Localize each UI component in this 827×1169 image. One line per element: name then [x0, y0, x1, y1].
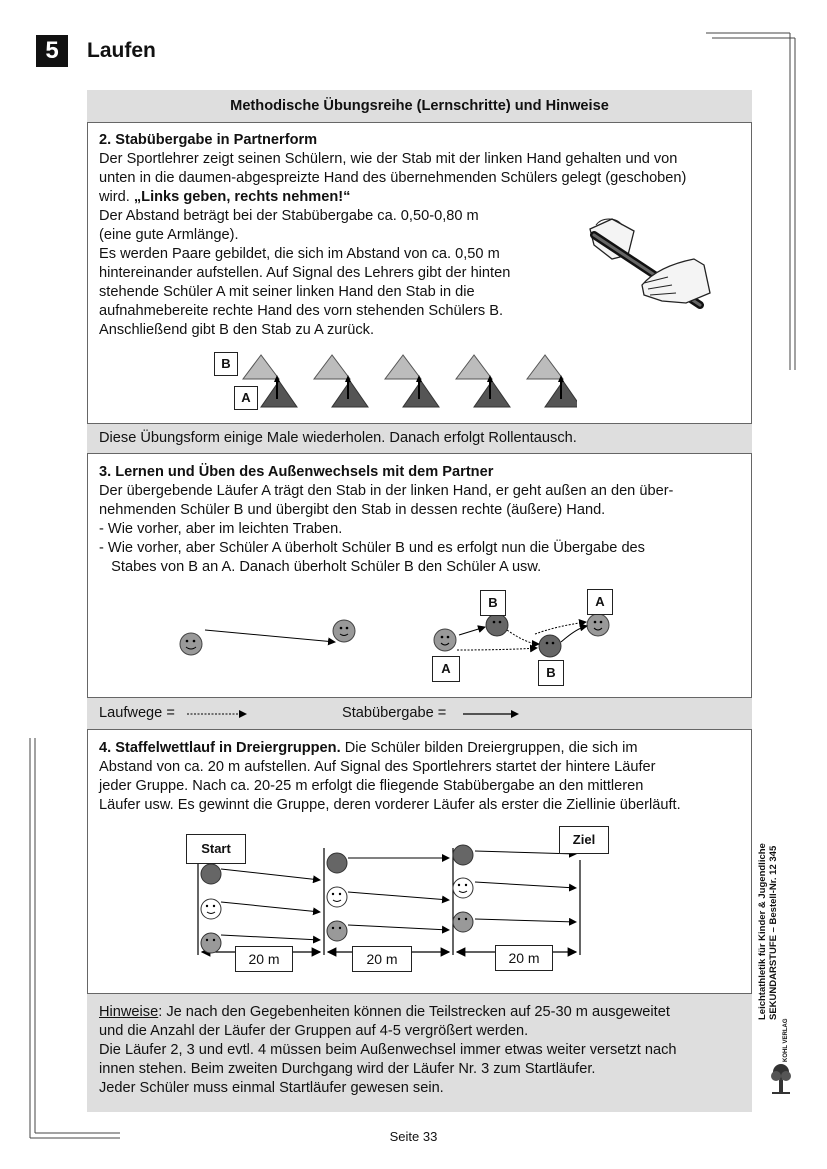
section-stabuebergabe: [87, 123, 752, 424]
exchange-path-diagram: [87, 454, 752, 698]
distance-label-2: 20 m: [352, 946, 412, 972]
chapter-number: 5: [36, 35, 68, 67]
start-label: Start: [186, 834, 246, 864]
pair-3: [385, 355, 439, 407]
label-b: B: [214, 352, 238, 376]
section2-line4: Der Abstand beträgt bei der Stabübergabe ca. 0,50-0,80 m: [99, 208, 479, 224]
section4-line1: 4. Staffelwettlauf in Dreiergruppen. Die Schüler bilden Dreiergruppen, die sich im: [99, 740, 638, 756]
section4-line3: jeder Gruppe. Nach ca. 20-25 m erfolgt die fliegende Stabübergabe an den mittleren: [99, 778, 644, 794]
hints-line2: und die Anzahl der Läufer der Gruppen auf 4-5 vergrößert werden.: [99, 1023, 529, 1039]
label-a-top: A: [587, 589, 613, 615]
section2-note-text: Diese Übungsform einige Male wiederholen. Danach erfolgt Rollentausch.: [99, 430, 577, 446]
pair-5: [527, 355, 577, 407]
pair-2: [314, 355, 368, 407]
section2-line3: wird. „Links geben, rechts nehmen!“: [99, 189, 351, 205]
distance-label-3: 20 m: [495, 945, 553, 971]
hints-line5: Jeder Schüler muss einmal Startläufer gewesen sein.: [99, 1080, 444, 1096]
legend-solid-arrow: [463, 708, 519, 720]
section4-line4: Läufer usw. Es gewinnt die Gruppe, deren vorderer Läufer als erster die Ziellinie überläuft.: [99, 797, 681, 813]
label-b-bottom: B: [538, 660, 564, 686]
section2-line5: (eine gute Armlänge).: [99, 227, 239, 243]
section-staffelwettlauf: [87, 730, 752, 994]
section2-line2: unten in die daumen-abgespreizte Hand des übernehmenden Schülers gelegt (geschoben): [99, 170, 687, 186]
hints-line3: Die Läufer 2, 3 und evtl. 4 müssen beim Außenwechsel immer etwas weiter versetzt nach: [99, 1042, 677, 1058]
pair-1: [243, 355, 297, 407]
section4-line2: Abstand von ca. 20 m aufstellen. Auf Signal des Sportlehrers startet der hintere Läufer: [99, 759, 656, 775]
section2-note: [87, 424, 752, 454]
section3-title: 3. Lernen und Üben des Außenwechsels mit dem Partner: [99, 464, 494, 480]
runner-left-b: [333, 620, 355, 642]
runner-a-end: [587, 614, 609, 636]
page-number: Seite 33: [389, 1129, 438, 1144]
runner-b-start: [486, 614, 508, 636]
section2-line7: hintereinander aufstellen. Auf Signal des Lehrers gibt der hinten: [99, 265, 511, 281]
side-line2: SEKUNDARSTUFE – Bestell-Nr. 12 345: [768, 845, 779, 1020]
section2-line9: aufnahmebereite rechte Hand des vorn stehenden Schülers B.: [99, 303, 504, 319]
ziel-label: Ziel: [559, 826, 609, 854]
label-b-top: B: [480, 590, 506, 616]
section3-line3: - Wie vorher, aber im leichten Traben.: [99, 521, 343, 537]
hints-label: Hinweise: [99, 1004, 159, 1020]
legend-row: [87, 698, 752, 730]
section3-line1: Der übergebende Läufer A trägt den Stab in der linken Hand, er geht außen an den über-: [99, 483, 674, 499]
label-a: A: [234, 386, 258, 410]
section-aussenwechsel: [87, 454, 752, 698]
side-publication-info: [757, 740, 779, 1020]
runner-left-a: [180, 633, 202, 655]
chapter-title: Laufen: [87, 39, 156, 62]
publisher-name: KOHL VERLAG: [783, 1018, 789, 1062]
section2-line1: Der Sportlehrer zeigt seinen Schülern, wie der Stab mit der linken Hand gehalten und von: [99, 151, 678, 167]
section2-motto: „Links geben, rechts nehmen!“: [133, 189, 351, 205]
label-a-bottom: A: [432, 656, 460, 682]
section3-line2: nehmenden Schüler B und übergibt den Stab in dessen rechte (äußere) Hand.: [99, 502, 606, 518]
baton-handover-illustration: [582, 215, 717, 325]
legend-laufwege: Laufwege =: [99, 705, 175, 721]
section4-title: 4. Staffelwettlauf in Dreiergruppen.: [99, 740, 341, 756]
distance-label-1: 20 m: [235, 946, 293, 972]
runner-b-end: [539, 635, 561, 657]
section2-line8: stehende Schüler A mit seiner linken Hand den Stab in die: [99, 284, 475, 300]
section3-line4: - Wie vorher, aber Schüler A überholt Schüler B und es erfolgt nun die Übergabe des: [99, 540, 645, 556]
section2-title: 2. Stabübergabe in Partnerform: [99, 132, 318, 148]
runner-a-start: [434, 629, 456, 651]
section3-line5: Stabes von B an A. Danach überholt Schüler B den Schüler A usw.: [99, 559, 542, 575]
section2-line6: Es werden Paare gebildet, die sich im Abstand von ca. 0,50 m: [99, 246, 500, 262]
hints-line1: Hinweise: Je nach den Gegebenheiten können die Teilstrecken auf 25-30 m ausgeweitet: [99, 1004, 670, 1020]
legend-stabuebergabe: Stabübergabe =: [342, 705, 447, 721]
legend-dotted-arrow: [187, 708, 247, 720]
partner-pairs-diagram: [237, 351, 577, 411]
table-header: [87, 90, 752, 123]
hints-section: [87, 994, 752, 1112]
publisher-logo-tree-icon: [768, 1062, 794, 1096]
table-header-title: Methodische Übungsreihe (Lernschritte) und Hinweise: [230, 98, 609, 114]
hints-line4: innen stehen. Beim zweiten Durchgang wird der Läufer Nr. 3 zum Startläufer.: [99, 1061, 596, 1077]
pair-4: [456, 355, 510, 407]
section2-line10: Anschließend gibt B den Stab zu A zurück.: [99, 322, 375, 338]
side-line1: Leichtathletik für Kinder & Jugendliche: [757, 843, 768, 1020]
